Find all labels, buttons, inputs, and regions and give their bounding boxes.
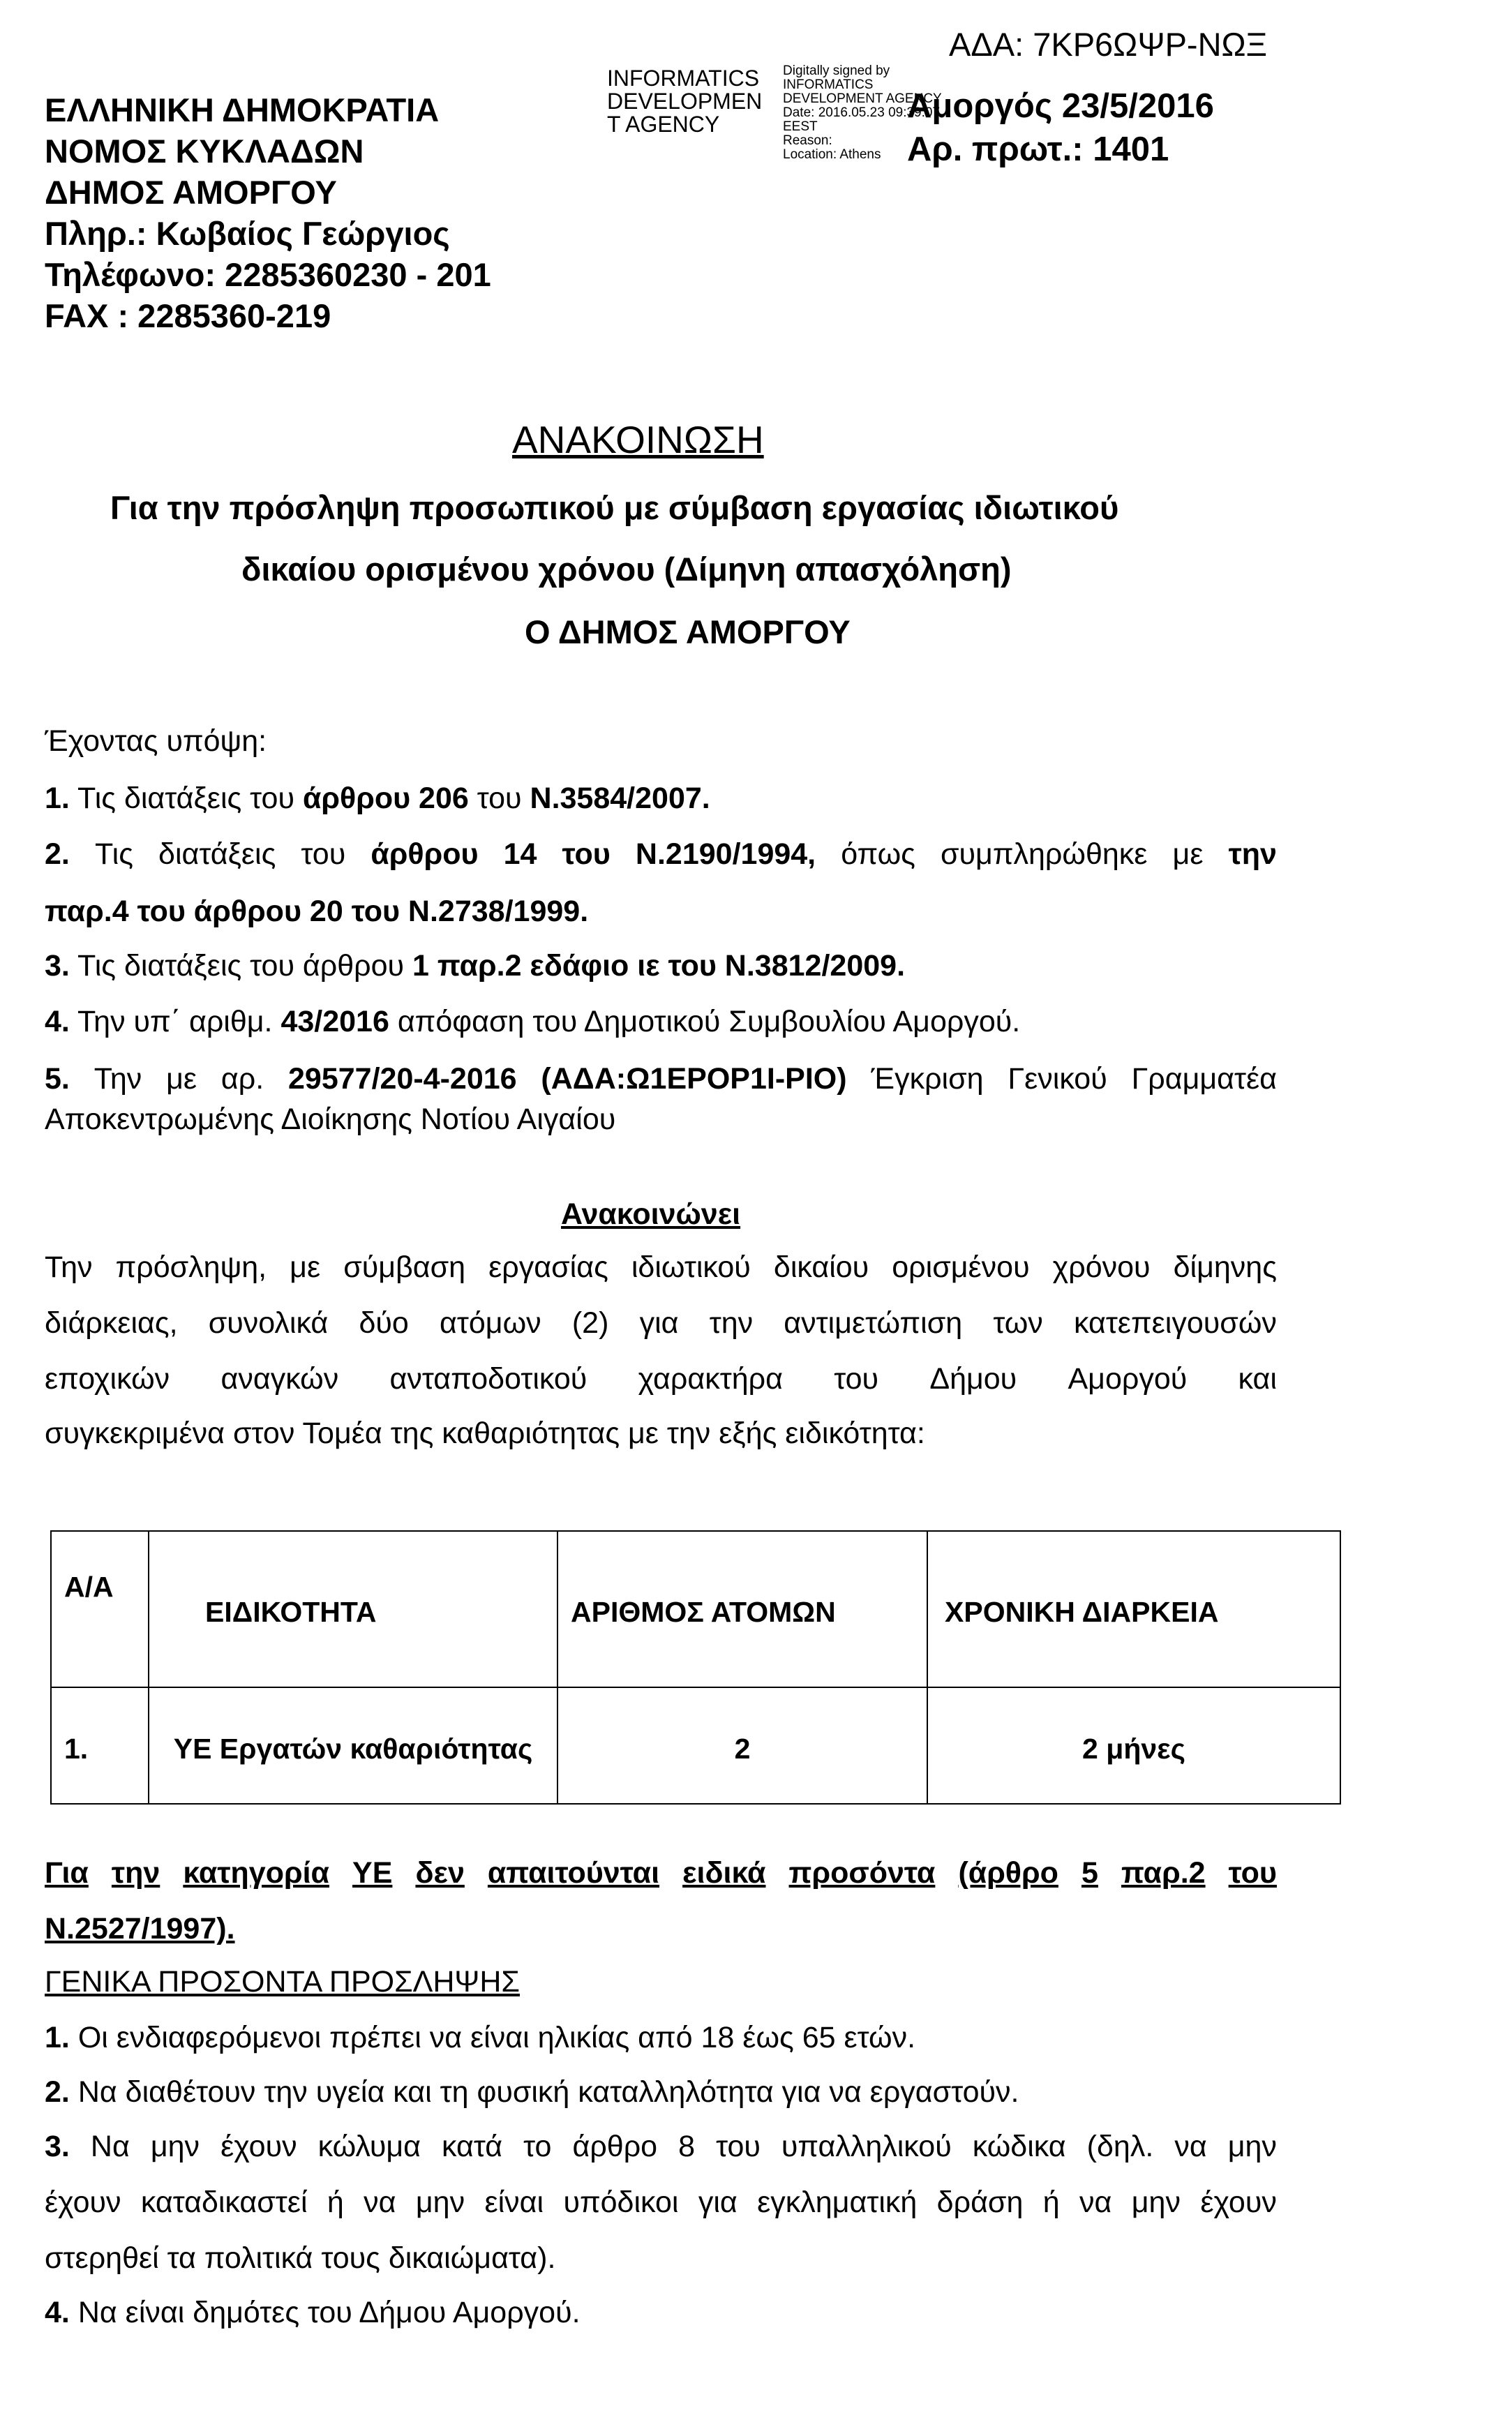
word: έχουν (1200, 2186, 1277, 2219)
signature-line: DEVELOPMENT AGENCY (783, 91, 942, 106)
category-note (45, 1856, 1277, 1890)
word: Αμοργού (1068, 1362, 1188, 1396)
signature-org-line: T AGENCY (607, 112, 720, 137)
item-text: Να διαθέτουν την υγεία και τη φυσική καταλληλότητα για να εργαστούν. (69, 2075, 1019, 2109)
item-word: Την (93, 1062, 142, 1096)
word: μην (150, 2130, 200, 2163)
word: για (698, 2186, 738, 2219)
item-text: 43/2016 (280, 1005, 389, 1038)
word: μην (415, 2186, 465, 2219)
item-word: 29577/20-4-2016 (288, 1062, 517, 1096)
considering-item-5-continued: Αποκεντρωμένης Διοίκησης Νοτίου Αιγαίου (45, 1103, 616, 1136)
table-row (51, 1687, 1340, 1804)
word: ανταποδοτικού (389, 1362, 587, 1396)
word: σύμβαση (343, 1250, 466, 1284)
item-text: άρθρου 206 (302, 782, 469, 815)
table-cell: 1. (51, 1687, 149, 1804)
word: του (834, 1362, 879, 1396)
word: ιδιωτικού (631, 1250, 751, 1284)
item-word: Ν.2190/1994, (635, 837, 816, 871)
word: ή (1042, 2186, 1060, 2219)
item-word: 14 (503, 837, 537, 871)
table-cell: ΥΕ Εργατών καθαριότητας (149, 1687, 557, 1804)
signature-line: INFORMATICS (783, 77, 874, 92)
requirement-item-3-continued (45, 2186, 1277, 2220)
item-number: 3. (45, 2130, 70, 2163)
word: (άρθρο (958, 1856, 1058, 1890)
item-number: 5. (45, 1062, 70, 1096)
column-header: ΑΡΙΘΜΟΣ ΑΤΟΜΩΝ (557, 1531, 927, 1687)
item-word: την (1228, 837, 1277, 871)
item-number: 4. (45, 1005, 70, 1038)
word: κατά (442, 2130, 503, 2163)
word: ορισμένου (892, 1250, 1030, 1284)
word: εργασίας (488, 1250, 608, 1284)
word: εγκληματική (757, 2186, 918, 2219)
announces-paragraph-line (45, 1362, 1277, 1396)
general-requirements-heading: ΓΕΝΙΚΑ ΠΡΟΣΟΝΤΑ ΠΡΟΣΛΗΨΗΣ (45, 1965, 520, 1999)
word: με (290, 1250, 321, 1284)
considering-item-4 (45, 1005, 1020, 1039)
word: προσόντα (788, 1856, 936, 1890)
item-number: 1. (45, 782, 70, 815)
word: είναι (484, 2186, 544, 2219)
word: αναγκών (220, 1362, 339, 1396)
header-prefecture: ΝΟΜΟΣ ΚΥΚΛΑΔΩΝ (45, 133, 364, 170)
item-word: Τις (94, 837, 133, 871)
word: δίμηνης (1173, 1250, 1277, 1284)
word: Την (45, 1250, 93, 1284)
item-number: 4. (45, 2296, 70, 2329)
header-fax: FAX : 2285360-219 (45, 297, 331, 334)
word: κώδικα (972, 2130, 1066, 2163)
word: δύο (359, 1306, 409, 1340)
considering-item-3 (45, 949, 905, 983)
item-word: Έγκριση (871, 1062, 984, 1096)
announces-paragraph-line: συγκεκριμένα στον Τομέα της καθαριότητας με την εξής ειδικότητα: (45, 1417, 925, 1450)
word: ΥΕ (352, 1856, 393, 1890)
word: 8 (678, 2130, 696, 2163)
signature-line: Location: Athens (783, 147, 881, 162)
word: αντιμετώπιση (784, 1306, 963, 1340)
word: Για (45, 1856, 89, 1890)
announcement-subtitle: δικαίου ορισμένου χρόνου (Δίμηνη απασχόληση) (241, 551, 1012, 588)
word: συνολικά (208, 1306, 329, 1340)
word: κατηγορία (183, 1856, 329, 1890)
item-word: συμπληρώθηκε (941, 837, 1148, 871)
signature-line: Date: 2016.05.23 09:39:07 (783, 105, 941, 120)
word: χαρακτήρα (638, 1362, 783, 1396)
document-date: Αμοργός 23/5/2016 (907, 87, 1214, 125)
item-text: Να είναι δημότες του Δήμου Αμοργού. (69, 2296, 581, 2329)
word: απαιτούνται (487, 1856, 660, 1890)
table-header-row (51, 1531, 1340, 1687)
item-text: Ν.3584/2007. (530, 782, 710, 815)
item-text: 1 παρ.2 εδάφιο ιε του Ν.3812/2009. (412, 949, 906, 983)
item-word: με (1172, 837, 1204, 871)
word: κώλυμα (317, 2130, 421, 2163)
word: υπόδικοι (563, 2186, 679, 2219)
issuing-authority: Ο ΔΗΜΟΣ ΑΜΟΡΓΟΥ (525, 613, 851, 650)
item-word: με (166, 1062, 197, 1096)
item-word: Γραμματέα (1131, 1062, 1277, 1096)
word: καταδικαστεί (140, 2186, 308, 2219)
announces-paragraph-line (45, 1250, 1277, 1285)
requirement-item-1 (45, 2021, 915, 2055)
item-word: Γενικού (1008, 1062, 1107, 1096)
word: το (523, 2130, 552, 2163)
item-text: Τις διατάξεις του (69, 782, 303, 815)
word: ή (327, 2186, 344, 2219)
item-word: όπως (841, 837, 915, 871)
item-number: 2. (45, 837, 70, 871)
header-country: ΕΛΛΗΝΙΚΗ ΔΗΜΟΚΡΑΤΙΑ (45, 91, 440, 128)
word: του (1228, 1856, 1277, 1890)
item-word: του (301, 837, 346, 871)
word: παρ.2 (1121, 1856, 1206, 1890)
word: χρόνου (1052, 1250, 1151, 1284)
ada-code: ΑΔΑ: 7ΚΡ6ΩΨΡ-ΝΩΞ (949, 26, 1268, 63)
word: να (364, 2186, 396, 2219)
word: (2) (571, 1306, 609, 1340)
word: του (716, 2130, 761, 2163)
considering-item-1 (45, 782, 710, 816)
word: υπαλληλικού (781, 2130, 952, 2163)
requirement-item-3 (45, 2130, 1277, 2164)
word: άρθρο (572, 2130, 658, 2163)
considering-item-2 (45, 837, 1277, 872)
word: να (1079, 2186, 1112, 2219)
column-header: ΕΙΔΙΚΟΤΗΤΑ (149, 1531, 557, 1687)
word: (δηλ. (1086, 2130, 1154, 2163)
word: 5 (1081, 1856, 1098, 1890)
item-text: Οι ενδιαφερόμενοι πρέπει να είναι ηλικίας από 18 έως 65 ετών. (69, 2021, 916, 2054)
requirement-item-2 (45, 2075, 1019, 2109)
item-word: άρθρου (370, 837, 479, 871)
item-word: αρ. (220, 1062, 264, 1096)
table-cell: 2 μήνες (927, 1687, 1340, 1804)
requirement-item-4 (45, 2296, 581, 2330)
item-word: του (562, 837, 611, 871)
word: και (1238, 1362, 1277, 1396)
signature-organization (607, 67, 781, 136)
word: την (111, 1856, 160, 1890)
word: διάρκειας, (45, 1306, 178, 1340)
word: μην (1131, 2186, 1181, 2219)
issuer-header (45, 89, 673, 336)
signature-line: Digitally signed by (783, 64, 890, 78)
word: έχουν (45, 2186, 121, 2219)
category-note-continued: Ν.2527/1997). (45, 1912, 235, 1945)
announcement-subtitle: Για την πρόσληψη προσωπικού με σύμβαση εργασίας ιδιωτικού (110, 489, 1119, 526)
word: για (639, 1306, 679, 1340)
item-number: 1. (45, 2021, 70, 2054)
word: δεν (415, 1856, 465, 1890)
word: έχουν (220, 2130, 297, 2163)
positions-table (50, 1530, 1341, 1805)
announces-heading: Ανακοινώνει (561, 1197, 741, 1231)
word: ειδικά (682, 1856, 766, 1890)
header-phone: Τηλέφωνο: 2285360230 - 201 (45, 256, 491, 293)
column-header: Α/Α (51, 1531, 149, 1687)
considering-intro: Έχοντας υπόψη: (45, 724, 267, 758)
word: πρόσληψη, (115, 1250, 267, 1284)
announcement-title: ΑΝΑΚΟΙΝΩΣΗ (512, 418, 764, 461)
signature-org-line: DEVELOPMEN (607, 89, 763, 114)
item-number: 2. (45, 2075, 70, 2109)
column-header: ΧΡΟΝΙΚΗ ΔΙΑΡΚΕΙΑ (927, 1531, 1340, 1687)
signature-line: Reason: (783, 133, 832, 148)
item-number: 3. (45, 949, 70, 983)
word: των (993, 1306, 1043, 1340)
item-word: διατάξεις (158, 837, 276, 871)
word: μην (1227, 2130, 1277, 2163)
announces-paragraph-line (45, 1306, 1277, 1340)
word: εποχικών (45, 1362, 170, 1396)
considering-item-5 (45, 1062, 1277, 1096)
word: ατόμων (440, 1306, 541, 1340)
header-municipality: ΔΗΜΟΣ ΑΜΟΡΓΟΥ (45, 174, 337, 211)
word: να (1174, 2130, 1207, 2163)
word: δράση (936, 2186, 1024, 2219)
item-word: (ΑΔΑ:Ω1ΕΡΟΡ1Ι-ΡΙΟ) (541, 1062, 847, 1096)
requirement-item-3-continued: στερηθεί τα πολιτικά τους δικαιώματα). (45, 2241, 556, 2275)
item-text: απόφαση του Δημοτικού Συμβουλίου Αμοργού. (389, 1005, 1021, 1038)
signature-line: EEST (783, 119, 818, 134)
table-cell: 2 (557, 1687, 927, 1804)
considering-item-2-continued: παρ.4 του άρθρου 20 του Ν.2738/1999. (45, 895, 589, 928)
item-text: του (468, 782, 530, 815)
word: Να (90, 2130, 130, 2163)
word: κατεπειγουσών (1073, 1306, 1277, 1340)
item-text: Τις διατάξεις του άρθρου (69, 949, 412, 983)
word: την (709, 1306, 754, 1340)
word: Δήμου (929, 1362, 1017, 1396)
signature-org-line: INFORMATICS (607, 66, 760, 91)
header-contact-person: Πληρ.: Κωβαίος Γεώργιος (45, 215, 450, 252)
protocol-number: Αρ. πρωτ.: 1401 (907, 130, 1169, 168)
item-text: Την υπ΄ αριθμ. (69, 1005, 281, 1038)
word: δικαίου (773, 1250, 869, 1284)
